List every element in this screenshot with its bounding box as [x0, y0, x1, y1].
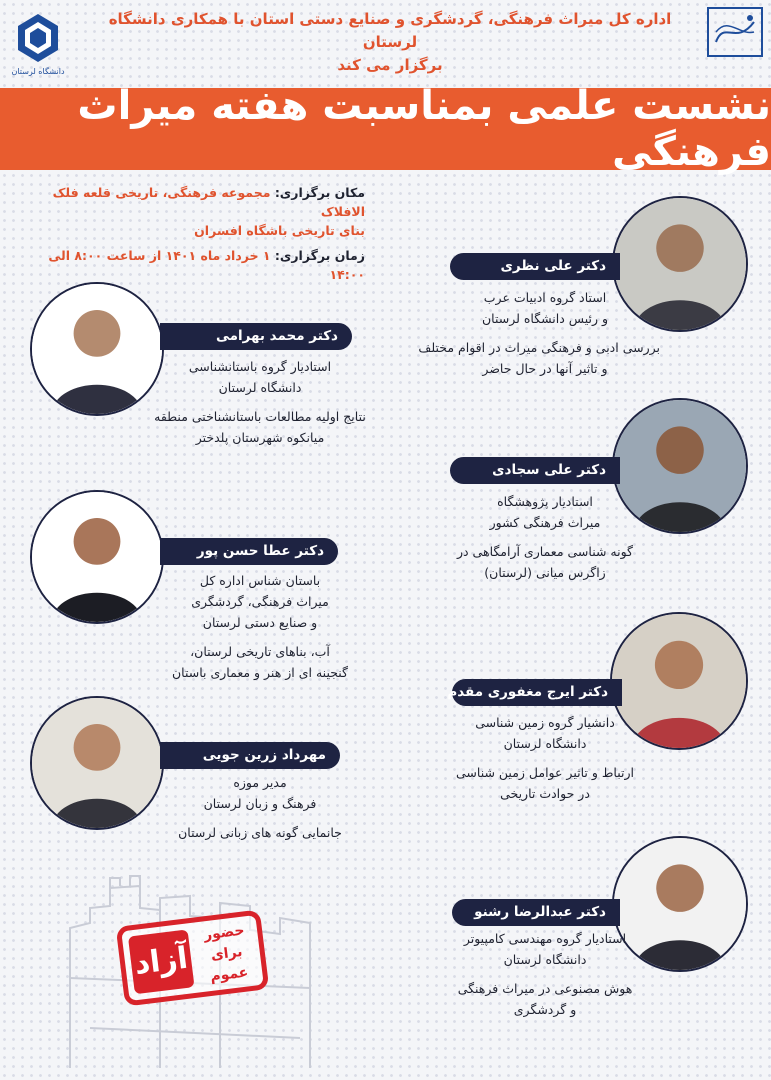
speaker-name-bar: دکتر علی سجادی: [450, 457, 620, 484]
stamp-small-text: [193, 919, 260, 989]
banner-title: نشست علمی بمناسبت هفته میراث فرهنگی: [77, 83, 771, 175]
speaker-topic-line: زاگرس میانی (لرستان): [484, 565, 606, 580]
speaker-topic-line: آب، بناهای تاریخی لرستان،: [190, 644, 330, 659]
stamp-main-text: آزاد: [128, 929, 195, 994]
speaker-topic-line: نتایج اولیه مطالعات باستانشناختی منطقه: [154, 409, 366, 424]
header: [80, 8, 700, 77]
speaker-bio-line: استادیار گروه مهندسی کامپیوتر: [463, 931, 627, 946]
speaker-topic-line: و گردشگری: [513, 1002, 577, 1017]
stamp-line: حضور: [202, 922, 246, 944]
speaker-topic-line: گنجینه ای از هنر و معماری باستان: [171, 665, 349, 680]
speaker-bio-line: میراث فرهنگی، گردشگری: [191, 594, 329, 609]
speaker-bio-line: دانشگاه لرستان: [503, 952, 587, 967]
speaker-topic-line: و تاثیر آنها در حال حاضر: [482, 361, 608, 376]
speaker-bio-line: استادیار پژوهشگاه: [497, 494, 593, 509]
speaker-topic-line: میانکوه شهرستان پلدختر: [195, 430, 325, 445]
speaker-topic-line: در حوادث تاریخی: [500, 786, 590, 801]
speaker-topic-line: جانمایی گونه های زبانی لرستان: [178, 825, 342, 840]
speaker-name-bar: دکتر عطا حسن پور: [160, 538, 338, 565]
venue-line-2: بنای تاریخی باشگاه افسران: [194, 223, 365, 238]
speaker-bio-line: دانشگاه لرستان: [503, 736, 587, 751]
speaker-name-bar: مهرداد زرین جویی: [160, 742, 340, 769]
speaker-description: [430, 712, 660, 804]
speaker-bio-line: دانشیار گروه زمین شناسی: [475, 715, 615, 730]
time-label: زمان برگزاری:: [274, 248, 365, 263]
speaker-description: [140, 772, 380, 843]
venue-label: مکان برگزاری:: [274, 185, 365, 200]
speaker-name-bar: دکتر علی نظری: [450, 253, 620, 280]
speaker-description: [430, 491, 660, 583]
speaker-name-bar: دکتر ایرج مغفوری مقدم: [452, 679, 622, 706]
stamp-line: عموم: [209, 964, 250, 985]
speaker-bio-line: میراث فرهنگی کشور: [489, 515, 601, 530]
venue-info: [35, 183, 365, 240]
speaker-bio-line: مدیر موزه: [233, 775, 287, 790]
time-value: ۱ خرداد ماه ۱۴۰۱ از ساعت ۸:۰۰ الی ۱۴:۰۰: [48, 248, 365, 282]
speaker-description: [140, 570, 380, 683]
speaker-bio-line: دانشگاه لرستان: [218, 380, 302, 395]
venue-line-1: مجموعه فرهنگی، تاریخی قلعه فلک الافلاک: [52, 185, 365, 219]
stamp-line: برای: [210, 943, 244, 964]
heritage-ministry-logo: [706, 6, 764, 58]
speaker-topic-line: گونه شناسی معماری آرامگاهی در: [456, 544, 633, 559]
speaker-topic-line: بررسی ادبی و فرهنگی میراث در اقوام مختلف: [418, 340, 660, 355]
time-info: [35, 246, 365, 284]
speaker-topic-line: هوش مصنوعی در میراث فرهنگی: [457, 981, 633, 996]
speaker-bio-line: و رئیس دانشگاه لرستان: [481, 311, 609, 326]
organizer-line-1: اداره کل میراث فرهنگی، گردشگری و صنایع دستی استان با همکاری دانشگاه لرستان: [108, 10, 672, 51]
speaker-bio-line: و صنایع دستی لرستان: [202, 615, 318, 630]
speaker-name-bar: دکتر عبدالرضا رشنو: [452, 899, 620, 926]
speaker-description: [418, 287, 660, 379]
speaker-bio-line: باستان شناس اداره کل: [199, 573, 321, 588]
speaker-bio-line: استاد گروه ادبیات عرب: [483, 290, 607, 305]
speaker-name-bar: دکتر محمد بهرامی: [160, 323, 352, 350]
organizer-line-2: برگزار می کند: [337, 56, 443, 74]
speaker-description: [140, 356, 380, 448]
speaker-topic-line: ارتباط و تاثیر عوامل زمین شناسی: [456, 765, 634, 780]
logo-caption: دانشگاه لرستان: [11, 67, 65, 76]
speaker-bio-line: فرهنگ و زبان لرستان: [203, 796, 317, 811]
lorestan-university-logo: [8, 10, 68, 78]
speaker-description: [430, 928, 660, 1020]
speaker-bio-line: استادیار گروه باستانشناسی: [188, 359, 332, 374]
title-banner: [0, 83, 771, 175]
